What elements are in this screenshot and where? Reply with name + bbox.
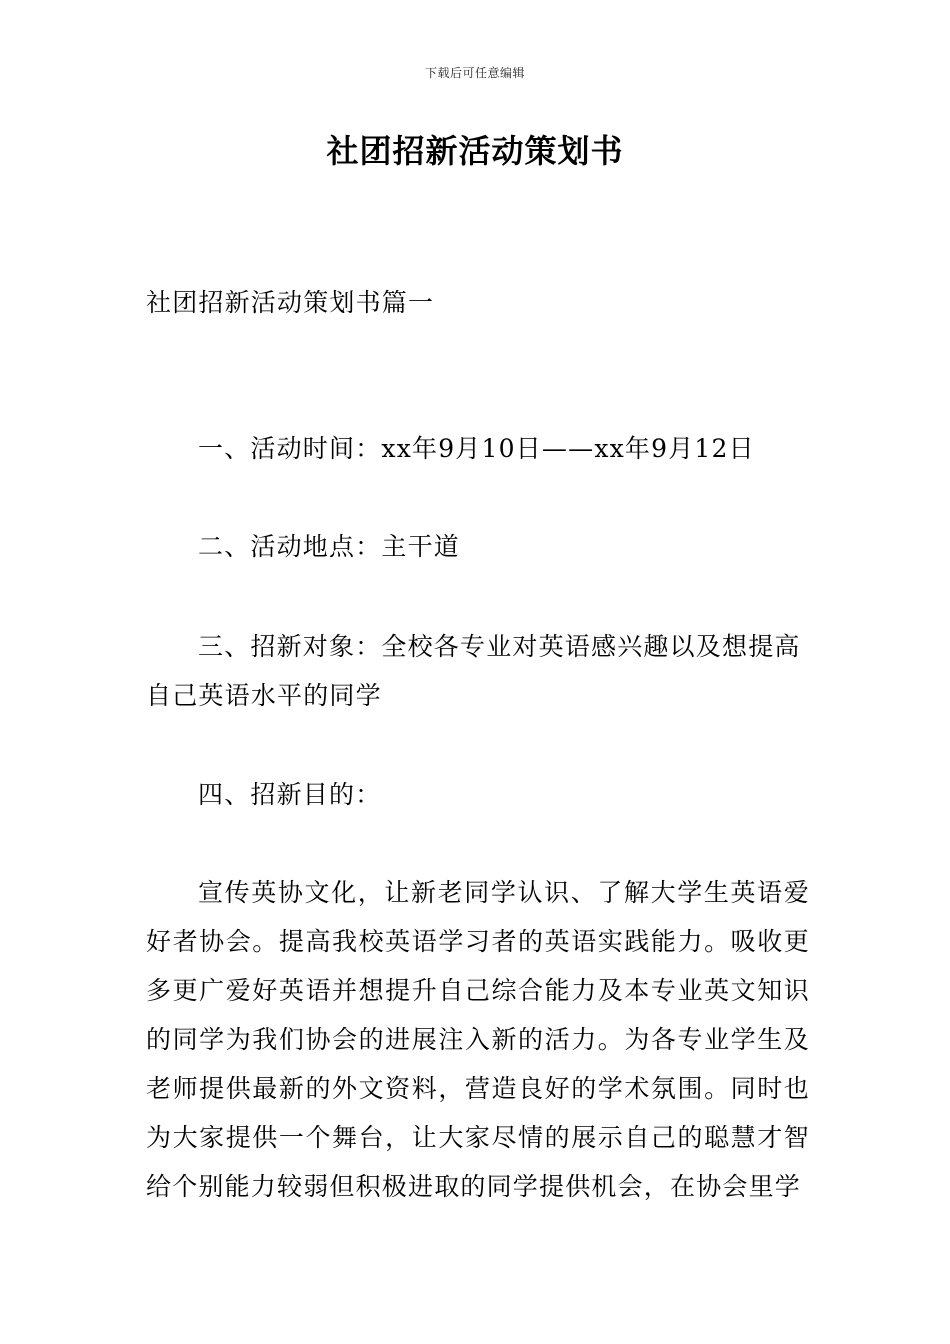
purpose-paragraph: 宣传英协文化，让新老同学认识、了解大学生英语爱好者协会。提高我校英语学习者的英语实践能力。吸收更多更广爱好英语并想提升自己综合能力及本专业英文知识的同学为我们协会的进展注入新的活力。为各专业学生及老师提供最新的外文资料，营造良好的学术氛围。同时也为大家提供一个舞台，让大家尽情的展示自己的聪慧才智给个别能力较弱但积极进取的同学提供机会，在协会里学 xyxy=(146,878,810,1201)
section-heading: 社团招新活动策划书篇一 xyxy=(146,288,435,317)
document-title: 社团招新活动策划书 xyxy=(326,132,624,170)
header-note: 下载后可任意编辑 xyxy=(424,66,525,80)
activity-place-item: 二、活动地点：主干道 xyxy=(198,532,461,561)
recruitment-purpose-heading: 四、招新目的： xyxy=(198,780,382,809)
recruitment-target-item: 三、招新对象：全校各专业对英语感兴趣以及想提高自己英语水平的同学 xyxy=(146,632,801,710)
activity-time-item: 一、活动时间：xx年9月10日——xx年9月12日 xyxy=(198,434,755,463)
